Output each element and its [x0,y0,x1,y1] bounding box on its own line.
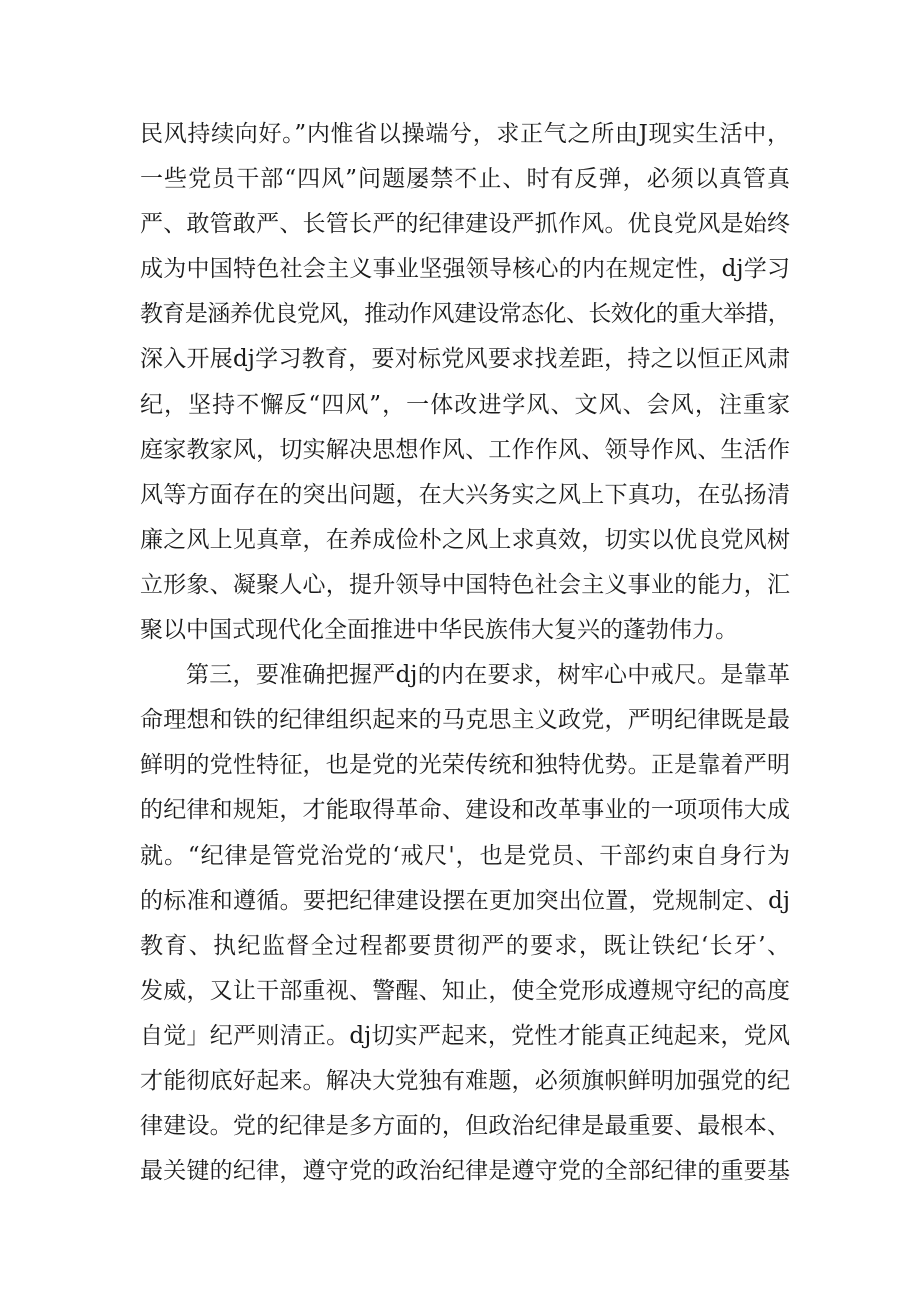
text-line: 一些党员干部“四风”问题屡禁不止、时有反弹，必须以真管真 [140,166,790,193]
text-line: 立形象、凝聚人心，提升领导中国特色社会主义事业的能力，汇 [140,571,790,598]
text-line: 律建设。党的纪律是多方面的，但政治纪律是最重要、最根本、 [140,1113,790,1140]
text-line: 鲜明的党性特征，也是党的光荣传统和独特优势。正是靠着严明 [140,752,790,779]
text-line: 庭家教家风，切实解决思想作风、工作作风、领导作风、生活作 [140,436,790,463]
text-line: 深入开展dj学习教育，要对标党风要求找差距，持之以恒正风肃 [140,346,790,373]
text-line: 廉之风上见真章，在养成俭朴之风上求真效，切实以优良党风树 [140,526,790,553]
text-line: 命理想和铁的纪律组织起来的马克思主义政党，严明纪律既是最 [140,707,790,734]
text-line: 纪，坚持不懈反“四风”，一体改进学风、文风、会风，注重家 [140,391,790,418]
text-line: 的标准和遵循。要把纪律建设摆在更加突出位置，党规制定、dj [140,887,790,914]
text-line: 严、敢管敢严、长管长严的纪律建设严抓作风。优良党风是始终 [140,211,790,238]
body-text [140,112,790,1194]
text-line: 就。“纪律是管党治党的‘戒尺'，也是党员、干部约束自身行为 [140,842,790,869]
text-line: 最关键的纪律，遵守党的政治纪律是遵守党的全部纪律的重要基 [140,1158,790,1185]
text-line: 民风持续向好。”内惟省以操端兮，求正气之所由J现实生活中， [140,121,790,147]
text-line: 教育、执纪监督全过程都要贯彻严的要求，既让铁纪‘长牙’、 [140,932,790,959]
text-line: 第三，要准确把握严dj的内在要求，树牢心中戒尺。是靠革 [186,662,790,689]
text-line: 风等方面存在的突出问题，在大兴务实之风上下真功，在弘扬清 [140,481,790,508]
text-line: 成为中国特色社会主义事业坚强领导核心的内在规定性，dj学习 [140,256,790,283]
text-line: 自觉」纪严则清正。dj切实严起来，党性才能真正纯起来，党风 [140,1022,790,1049]
text-line: 发威，又让干部重视、警醒、知止，使全党形成遵规守纪的高度 [140,977,790,1004]
text-line: 才能彻底好起来。解决大党独有难题，必须旗帜鲜明加强党的纪 [140,1067,790,1094]
text-line: 聚以中国式现代化全面推进中华民族伟大复兴的蓬勃伟力。 [140,617,738,644]
text-line: 教育是涵养优良党风，推动作风建设常态化、长效化的重大举措， [140,301,790,328]
text-line: 的纪律和规矩，才能取得革命、建设和改革事业的一项项伟大成 [140,797,790,824]
